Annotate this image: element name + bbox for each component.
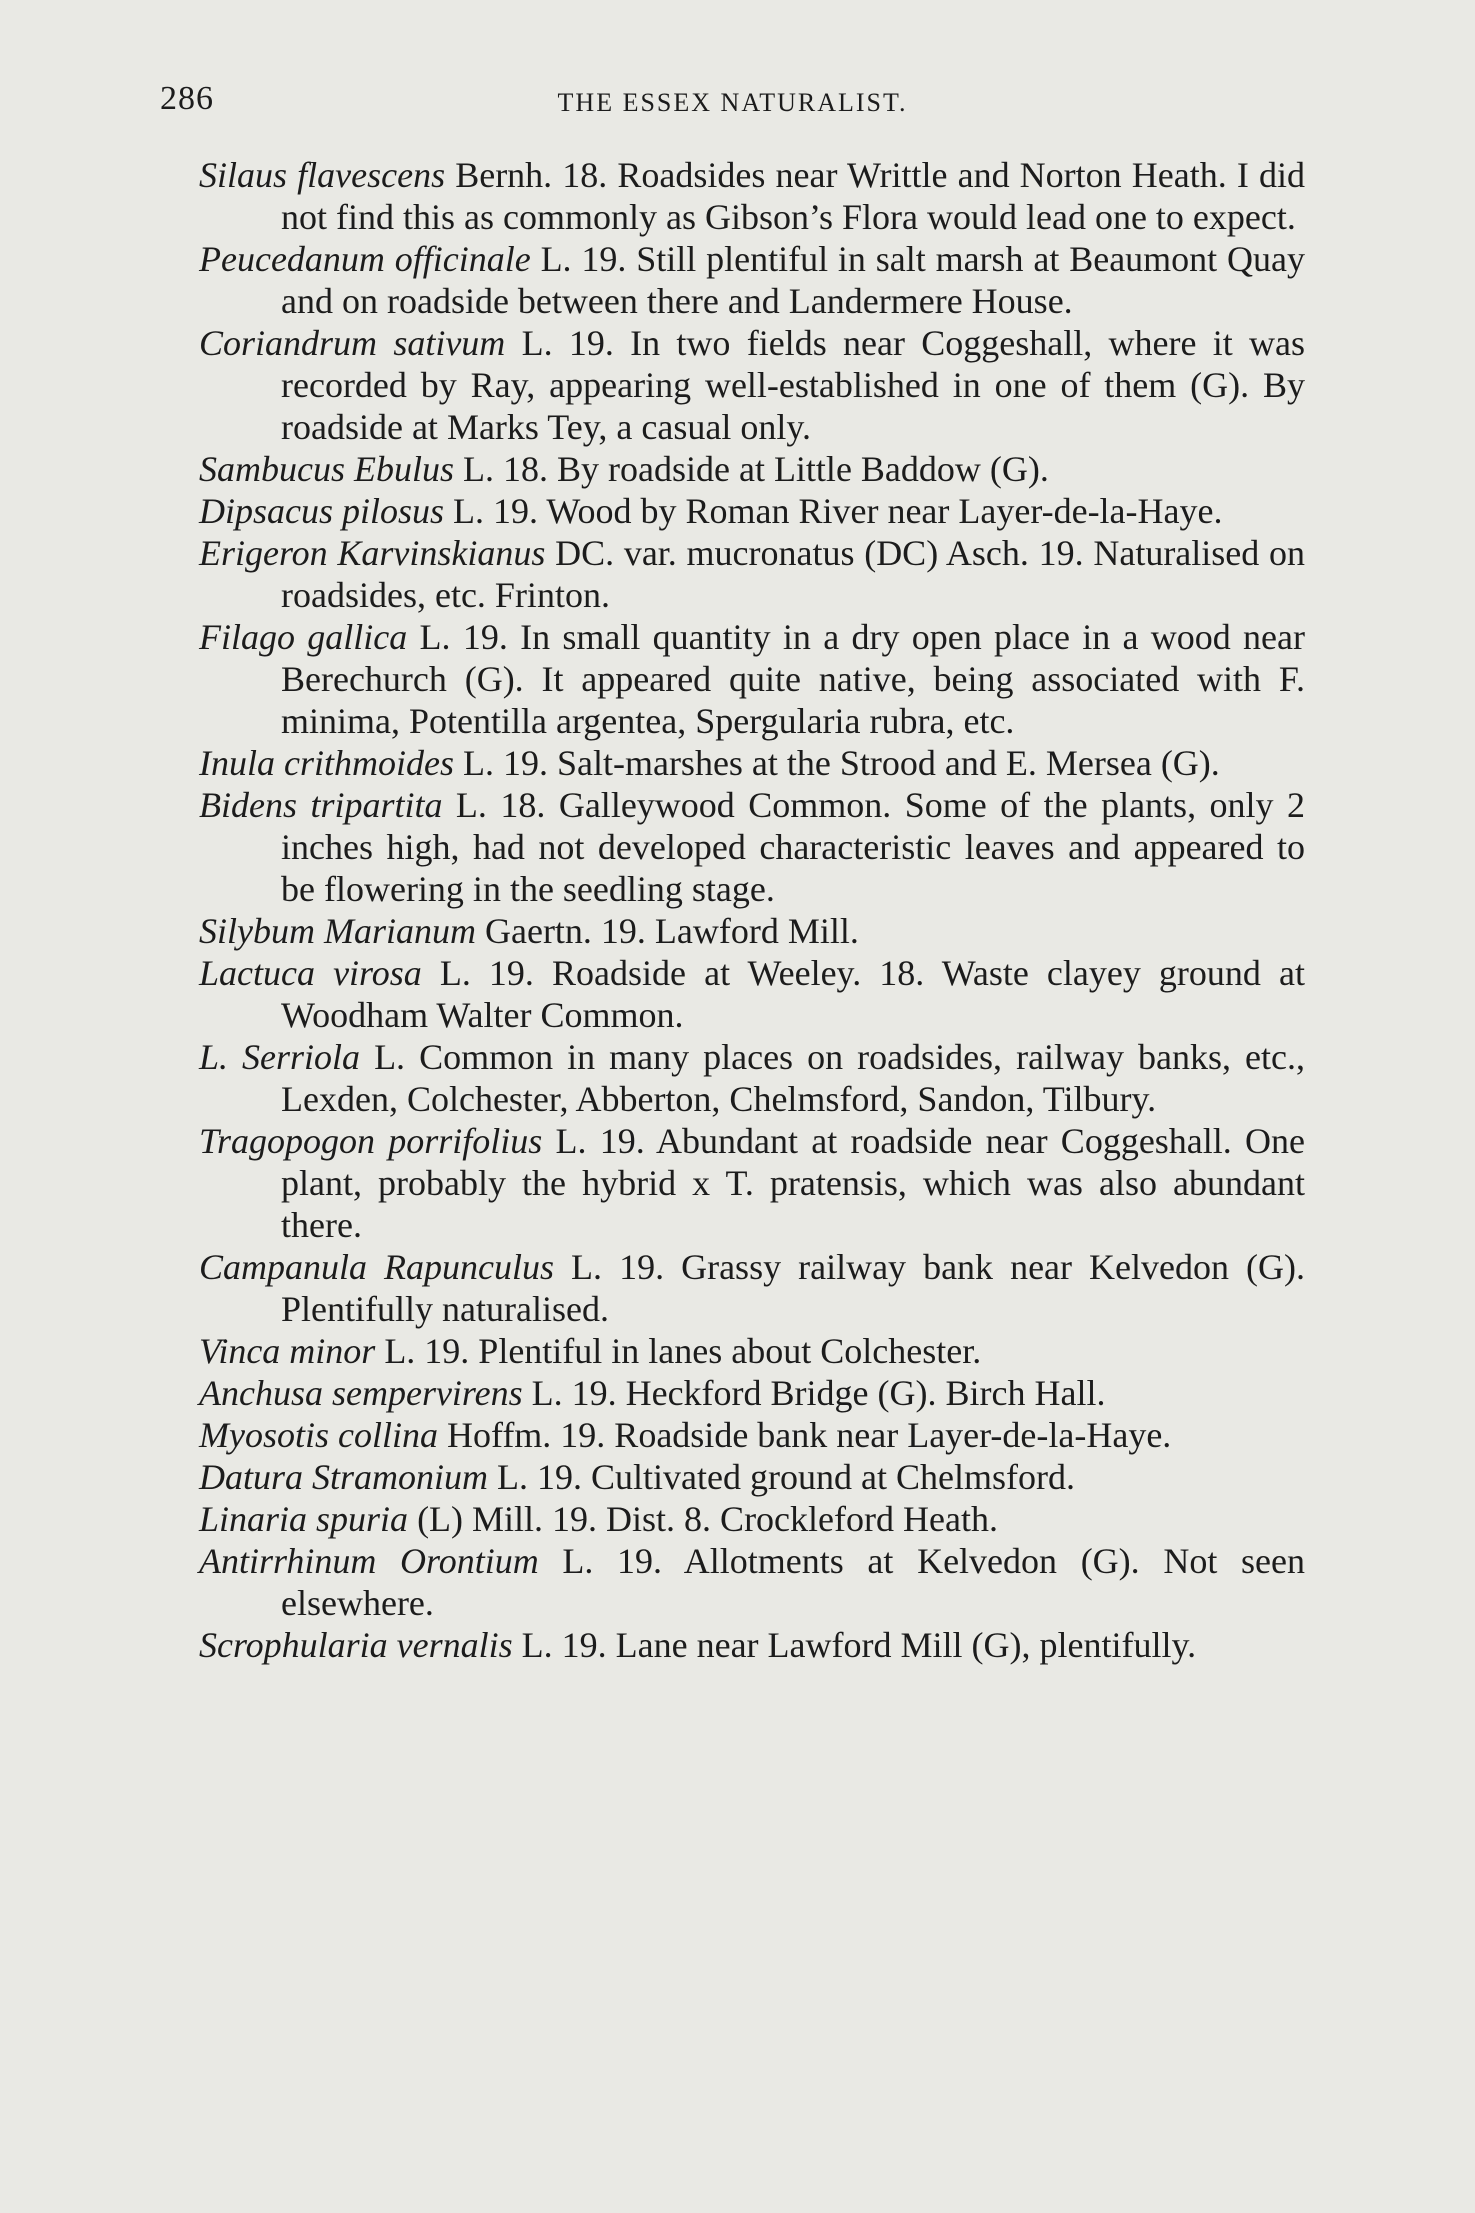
species-name: Silybum Marianum	[199, 911, 476, 951]
species-entry	[199, 238, 1305, 322]
species-entry	[199, 154, 1305, 238]
species-entry	[199, 616, 1305, 742]
species-notes: (L) Mill. 19. Dist. 8. Crockleford Heath.	[408, 1499, 998, 1539]
species-notes: L. 19. Lane near Lawford Mill (G), plentifully.	[512, 1625, 1197, 1665]
species-name: Coriandrum sativum	[199, 323, 506, 363]
species-entry	[199, 1414, 1305, 1456]
species-name: Antirrhinum Orontium	[199, 1541, 539, 1581]
species-notes: L. 19. Allotments at Kelvedon (G). Not seen elsewhere.	[281, 1541, 1305, 1623]
species-notes: L. 19. Heckford Bridge (G). Birch Hall.	[522, 1373, 1106, 1413]
species-entry	[199, 1498, 1305, 1540]
species-name: Lactuca virosa	[199, 953, 422, 993]
species-name: Erigeron Karvinskianus	[199, 533, 546, 573]
species-entry	[199, 1540, 1305, 1624]
species-notes: L. 19. Still plentiful in salt marsh at Beaumont Quay and on roadside between there and Landermere House.	[281, 239, 1305, 321]
species-notes: L. 19. Wood by Roman River near Layer-de-la-Haye.	[444, 491, 1223, 531]
species-entry	[199, 1624, 1305, 1666]
running-title: THE ESSEX NATURALIST.	[557, 88, 908, 117]
species-entry	[199, 910, 1305, 952]
species-name: Bidens tripartita	[199, 785, 443, 825]
running-head	[160, 80, 1305, 128]
species-name: Tragopogon porrifolius	[199, 1121, 543, 1161]
page-number: 286	[160, 80, 214, 117]
species-notes: L. Common in many places on roadsides, railway banks, etc., Lexden, Colchester, Abberton, Chelmsford, Sandon, Tilbury.	[281, 1037, 1305, 1119]
species-notes: L. 18. Galleywood Common. Some of the plants, only 2 inches high, had not developed characteristic leaves and appeared to be flowering in the seedling stage.	[281, 785, 1305, 909]
species-list	[199, 154, 1305, 1666]
species-notes: L. 19. Plentiful in lanes about Colchester.	[375, 1331, 982, 1371]
species-entry	[199, 1036, 1305, 1120]
species-name: Campanula Rapunculus	[199, 1247, 555, 1287]
species-name: L. Serriola	[199, 1037, 361, 1077]
species-entry	[199, 742, 1305, 784]
species-notes: L. 18. By roadside at Little Baddow (G).	[454, 449, 1049, 489]
species-entry	[199, 532, 1305, 616]
species-notes: L. 19. Cultivated ground at Chelmsford.	[488, 1457, 1075, 1497]
species-name: Sambucus Ebulus	[199, 449, 454, 489]
species-entry	[199, 1456, 1305, 1498]
species-entry	[199, 1246, 1305, 1330]
species-entry	[199, 448, 1305, 490]
species-notes: Bernh. 18. Roadsides near Writtle and Norton Heath. I did not find this as commonly as Gibson’s Flora would lead one to expect.	[281, 155, 1305, 237]
species-entry	[199, 1120, 1305, 1246]
species-name: Peucedanum officinale	[199, 239, 531, 279]
species-entry	[199, 1330, 1305, 1372]
species-notes: L. 19. In two fields near Coggeshall, where it was recorded by Ray, appearing well-established in one of them (G). By roadside at Marks Tey, a casual only.	[281, 323, 1305, 447]
species-notes: L. 19. Grassy railway bank near Kelvedon (G). Plentifully naturalised.	[281, 1247, 1306, 1329]
species-notes: Hoffm. 19. Roadside bank near Layer-de-la-Haye.	[437, 1415, 1172, 1455]
species-name: Vinca minor	[199, 1331, 376, 1371]
species-name: Anchusa sempervirens	[199, 1373, 523, 1413]
species-name: Filago gallica	[199, 617, 408, 657]
species-entry	[199, 322, 1305, 448]
species-name: Inula crithmoides	[199, 743, 454, 783]
species-name: Myosotis collina	[199, 1415, 438, 1455]
species-entry	[199, 490, 1305, 532]
species-entry	[199, 1372, 1305, 1414]
species-name: Datura Stramonium	[199, 1457, 489, 1497]
species-notes: L. 19. Abundant at roadside near Coggeshall. One plant, probably the hybrid x T. pratensis, which was also abundant there.	[281, 1121, 1305, 1245]
species-notes: Gaertn. 19. Lawford Mill.	[475, 911, 859, 951]
species-name: Dipsacus pilosus	[199, 491, 445, 531]
species-name: Scrophularia vernalis	[199, 1625, 513, 1665]
species-name: Silaus flavescens	[199, 155, 446, 195]
species-notes: L. 19. Salt-marshes at the Strood and E. Mersea (G).	[453, 743, 1220, 783]
species-notes: L. 19. Roadside at Weeley. 18. Waste clayey ground at Woodham Walter Common.	[281, 953, 1305, 1035]
species-entry	[199, 952, 1305, 1036]
species-notes: L. 19. In small quantity in a dry open place in a wood near Berechurch (G). It appeared quite native, being associated with F. minima, Potentilla argentea, Spergularia rubra, etc.	[281, 617, 1305, 741]
species-entry	[199, 784, 1305, 910]
species-notes: DC. var. mucronatus (DC) Asch. 19. Naturalised on roadsides, etc. Frinton.	[281, 533, 1305, 615]
species-name: Linaria spuria	[199, 1499, 409, 1539]
